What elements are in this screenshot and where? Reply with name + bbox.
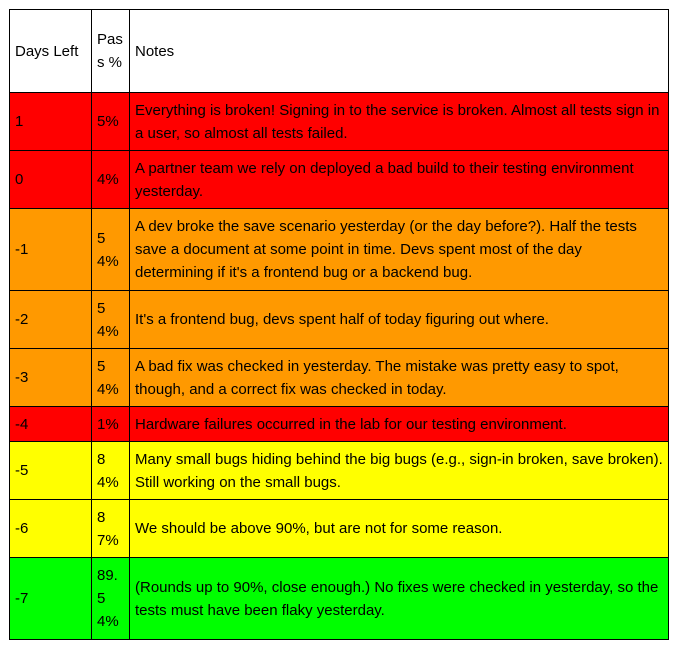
days-left-cell: 0	[10, 151, 92, 209]
pass-percent-cell: 5%	[92, 93, 130, 151]
notes-cell: Hardware failures occurred in the lab for our testing environment.	[130, 407, 669, 442]
header-days-left: Days Left	[10, 10, 92, 93]
notes-cell: A dev broke the save scenario yesterday (or the day before?). Half the tests save a document at some point in time. Devs spent most of the day determining if it's a frontend bug or a backend bug.	[130, 209, 669, 291]
pass-percent-cell: 54%	[92, 291, 130, 349]
pass-percent-cell: 54%	[92, 349, 130, 407]
days-left-cell: -4	[10, 407, 92, 442]
notes-cell: A bad fix was checked in yesterday. The mistake was pretty easy to spot, though, and a correct fix was checked in today.	[130, 349, 669, 407]
pass-percent-cell: 54%	[92, 209, 130, 291]
days-left-cell: -6	[10, 500, 92, 558]
table-row	[10, 349, 669, 407]
notes-cell: Many small bugs hiding behind the big bugs (e.g., sign-in broken, save broken). Still working on the small bugs.	[130, 442, 669, 500]
days-left-cell: -3	[10, 349, 92, 407]
days-left-cell: 1	[10, 93, 92, 151]
table-row	[10, 558, 669, 640]
table-row	[10, 442, 669, 500]
days-left-cell: -5	[10, 442, 92, 500]
table-row	[10, 151, 669, 209]
table-row	[10, 407, 669, 442]
pass-percent-cell: 4%	[92, 151, 130, 209]
notes-cell: We should be above 90%, but are not for some reason.	[130, 500, 669, 558]
days-left-cell: -2	[10, 291, 92, 349]
days-left-cell: -7	[10, 558, 92, 640]
table-row	[10, 209, 669, 291]
pass-percent-cell: 84%	[92, 442, 130, 500]
days-left-cell: -1	[10, 209, 92, 291]
table-row	[10, 291, 669, 349]
header-notes: Notes	[130, 10, 669, 93]
notes-cell: It's a frontend bug, devs spent half of today figuring out where.	[130, 291, 669, 349]
notes-cell: Everything is broken! Signing in to the service is broken. Almost all tests sign in a user, so almost all tests failed.	[130, 93, 669, 151]
test-status-table	[9, 9, 669, 640]
table-row	[10, 93, 669, 151]
pass-percent-cell: 89.54%	[92, 558, 130, 640]
table-row	[10, 500, 669, 558]
header-row	[10, 10, 669, 93]
pass-percent-cell: 1%	[92, 407, 130, 442]
pass-percent-cell: 87%	[92, 500, 130, 558]
notes-cell: A partner team we rely on deployed a bad build to their testing environment yesterday.	[130, 151, 669, 209]
notes-cell: (Rounds up to 90%, close enough.) No fixes were checked in yesterday, so the tests must have been flaky yesterday.	[130, 558, 669, 640]
header-pass-percent: Pass %	[92, 10, 130, 93]
